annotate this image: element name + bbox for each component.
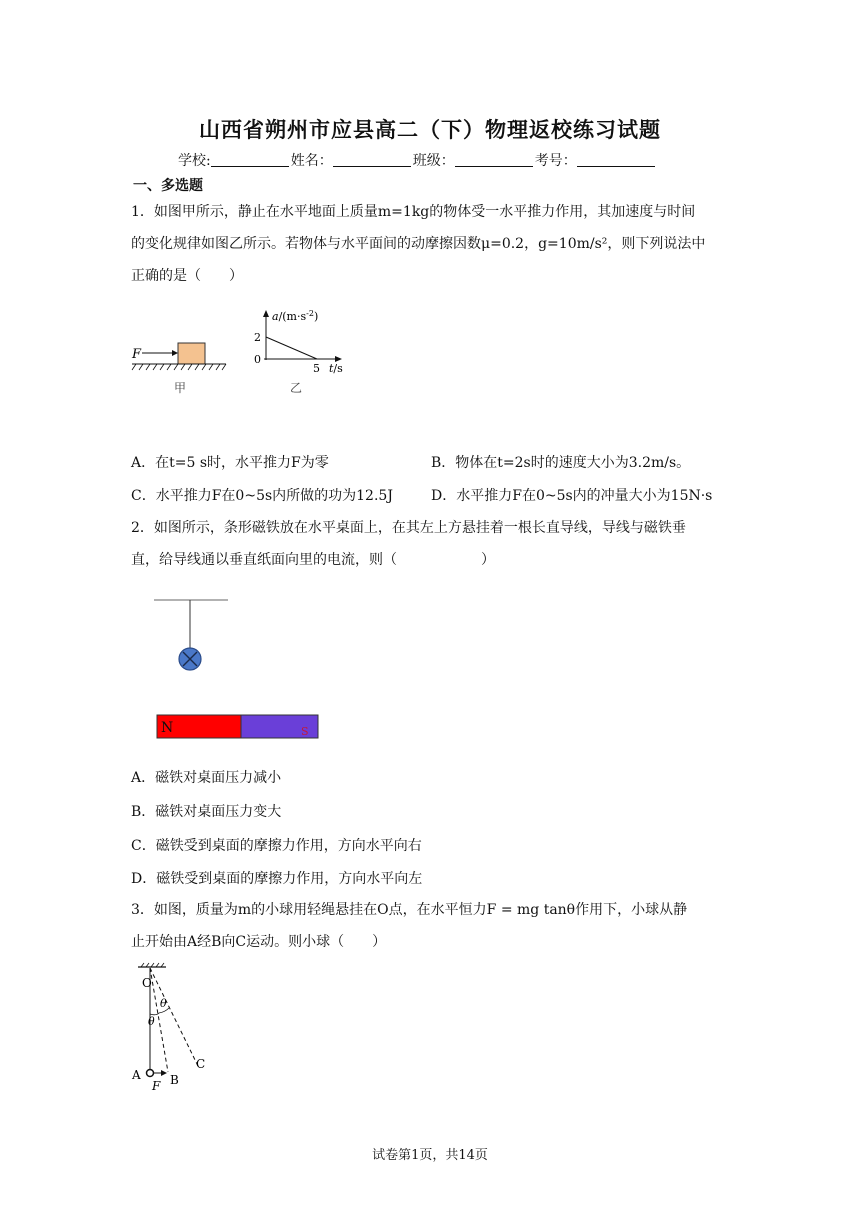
point-o-label: O xyxy=(142,976,152,990)
exam-no-label: 考号： xyxy=(534,153,577,169)
rope-c xyxy=(150,968,198,1066)
point-a-label: A xyxy=(132,1068,141,1082)
page-footer: 试卷第1页，共14页 xyxy=(372,1148,488,1163)
question-3-line-1: 3．如图，质量为m的小球用轻绳悬挂在O点，在水平恒力F = mg tanθ作用下，小球从静 xyxy=(131,902,688,918)
figure-jia xyxy=(131,343,226,395)
question-1-figure xyxy=(128,300,368,400)
question-3-text xyxy=(131,894,731,958)
question-2-text xyxy=(131,512,731,576)
force-f-label: F xyxy=(152,1079,161,1093)
question-1-line-3: 正确的是（ ） xyxy=(131,268,243,284)
caption-yi: 乙 xyxy=(290,381,303,395)
point-c-label: C xyxy=(196,1057,206,1071)
theta-2-label: θ xyxy=(160,997,167,1010)
question-1-text xyxy=(131,196,731,292)
question-1-line-1: 1．如图甲所示，静止在水平地面上质量m=1kg的物体受一水平推力作用，其加速度与时间 xyxy=(131,204,696,220)
class-blank xyxy=(455,152,533,167)
y-tick-label: 2 xyxy=(254,331,261,344)
section-heading: 一、多选题 xyxy=(133,178,203,194)
ground-hatch xyxy=(132,364,226,370)
question-1-line-2: 的变化规律如图乙所示。若物体与水平面间的动摩擦因数μ=0.2，g=10m/s²，则下列说法中 xyxy=(131,236,706,252)
class-label: 班级： xyxy=(412,153,455,169)
force-label: F xyxy=(132,347,142,362)
force-arrowhead xyxy=(172,350,178,356)
question-1-option-d[interactable]: D．水平推力F在0~5s内的冲量大小为15N·s xyxy=(431,488,713,504)
ball xyxy=(147,1070,154,1077)
question-2-line-2: 直，给导线通以垂直纸面向里的电流，则（ ） xyxy=(131,552,495,568)
question-2-option-a[interactable]: A．磁铁对桌面压力减小 xyxy=(131,770,282,786)
question-1-option-b[interactable]: B．物体在t=2s时的速度大小为3.2m/s。 xyxy=(431,455,691,471)
theta-1-label: θ xyxy=(148,1015,155,1028)
question-3-figure xyxy=(128,962,228,1094)
name-blank xyxy=(333,152,411,167)
y-axis-label: $a/(m\cdot s^{-2})$ xyxy=(272,309,319,323)
magnet-s-label: S xyxy=(301,725,309,738)
page-title: 山西省朔州市应县高二（下）物理返校练习试题 xyxy=(199,118,661,142)
x-tick-label: 5 xyxy=(313,362,320,375)
question-1-option-c[interactable]: C．水平推力F在0~5s内所做的功为12.5J xyxy=(131,488,393,504)
question-2-figure xyxy=(150,595,325,743)
acceleration-line xyxy=(266,337,317,359)
school-label: 学校: xyxy=(178,153,211,169)
student-info-row xyxy=(178,150,657,170)
name-label: 姓名： xyxy=(290,153,333,169)
question-2-option-d[interactable]: D．磁铁受到桌面的摩擦力作用，方向水平向左 xyxy=(131,871,423,887)
question-2-option-c[interactable]: C．磁铁受到桌面的摩擦力作用，方向水平向右 xyxy=(131,838,422,854)
question-3-line-2: 止开始由A经B向C运动。则小球（ ） xyxy=(131,934,387,950)
figure-yi xyxy=(254,309,343,395)
question-2-line-1: 2．如图所示，条形磁铁放在水平桌面上，在其左上方悬挂着一根长直导线，导线与磁铁垂 xyxy=(131,520,686,536)
school-blank xyxy=(211,152,289,167)
point-b-label: B xyxy=(170,1073,179,1087)
block xyxy=(178,343,205,364)
origin-label: 0 xyxy=(254,353,261,366)
magnet-n-label: N xyxy=(161,720,174,736)
x-axis-label: t/s xyxy=(329,362,343,375)
question-1-option-a[interactable]: A．在t=5 s时，水平推力F为零 xyxy=(131,455,329,471)
caption-jia: 甲 xyxy=(174,381,187,395)
exam-no-blank xyxy=(577,152,655,167)
question-2-option-b[interactable]: B．磁铁对桌面压力变大 xyxy=(131,804,282,820)
